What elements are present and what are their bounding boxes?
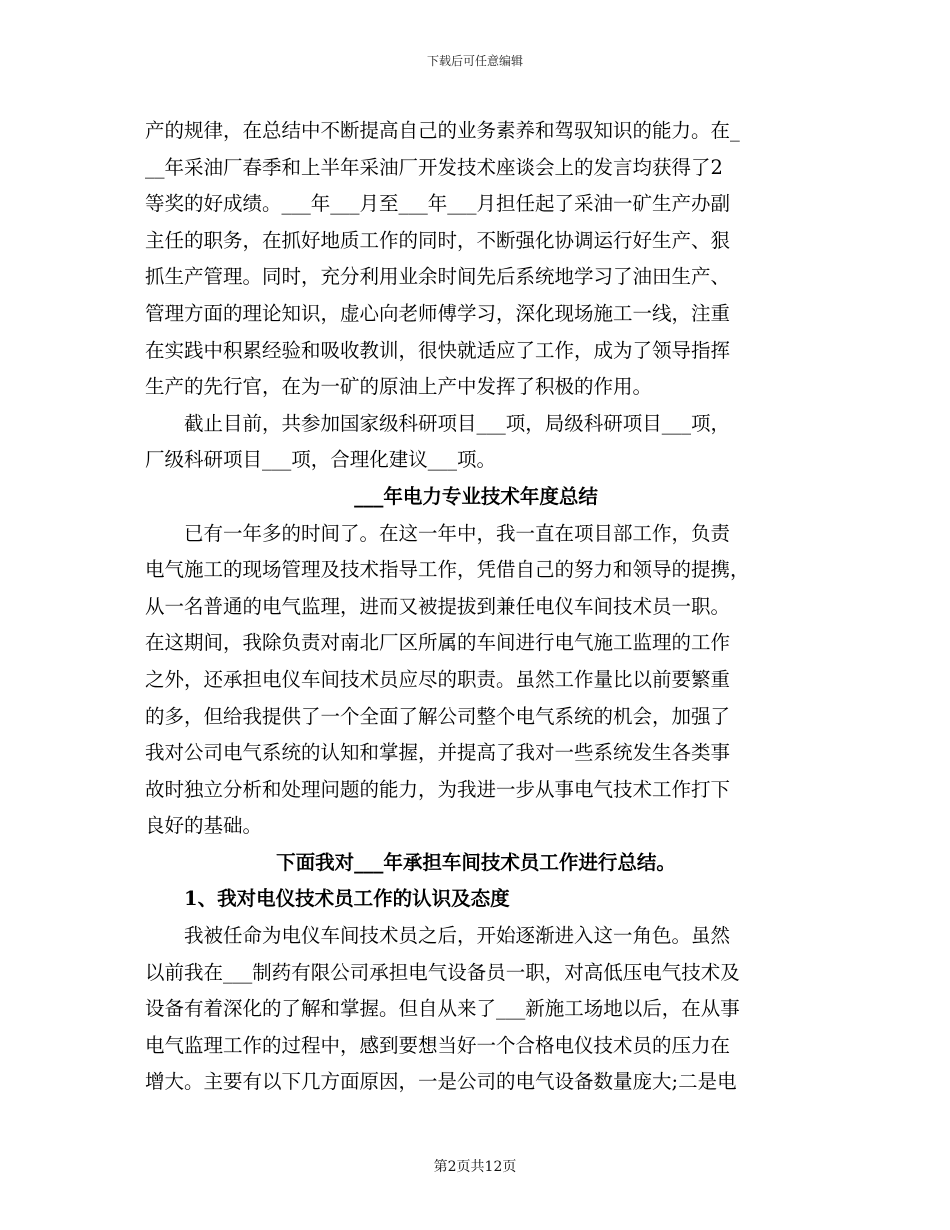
- section-heading: ___年电力专业技术年度总结: [354, 484, 598, 508]
- text-line: 抓生产管理。同时，充分利用业余时间先后系统地学习了油田生产、: [145, 265, 731, 289]
- text-line: 良好的基础。: [145, 814, 263, 838]
- subsection-heading: 1、我对电仪技术员工作的认识及态度: [184, 887, 510, 911]
- document-body: [145, 113, 807, 1101]
- text-line: 厂级科研项目___项，合理化建议___项。: [145, 448, 497, 472]
- text-line: 在实践中积累经验和吸收教训，很快就适应了工作，成为了领导指挥: [145, 338, 731, 362]
- text-line: 之外，还承担电仪车间技术员应尽的职责。虽然工作量比以前要繁重: [145, 667, 731, 691]
- text-line: 截止目前，共参加国家级科研项目___项，局级科研项目___项，: [184, 411, 731, 435]
- text-line: 从一名普通的电气监理，进而又被提拔到兼任电仪车间技术员一职。: [145, 594, 731, 618]
- text-line: 增大。主要有以下几方面原因，一是公司的电气设备数量庞大;二是电: [145, 1070, 737, 1094]
- text-line: 设备有着深化的了解和掌握。但自从来了___新施工场地以后，在从事: [145, 997, 740, 1021]
- text-line: 等奖的好成绩。___年___月至___年___月担任起了采油一矿生产办副: [145, 192, 731, 216]
- text-line: __年采油厂春季和上半年采油厂开发技术座谈会上的发言均获得了2: [145, 155, 723, 179]
- text-line: 我对公司电气系统的认知和掌握，并提高了我对一些系统发生各类事: [145, 741, 731, 765]
- text-line: 已有一年多的时间了。在这一年中，我一直在项目部工作，负责: [184, 521, 731, 545]
- text-line: 主任的职务，在抓好地质工作的同时，不断强化协调运行好生产、狠: [145, 228, 731, 252]
- text-line: 在这期间，我除负责对南北厂区所属的车间进行电气施工监理的工作: [145, 631, 731, 655]
- text-line: 电气施工的现场管理及技术指导工作，凭借自己的努力和领导的提携，: [145, 558, 750, 582]
- page-header-note: 下载后可任意编辑: [426, 54, 523, 68]
- text-line: 的多，但给我提供了一个全面了解公司整个电气系统的机会，加强了: [145, 704, 731, 728]
- text-line: 以前我在___制药有限公司承担电气设备员一职，对高低压电气技术及: [145, 960, 740, 984]
- text-line: 我被任命为电仪车间技术员之后，开始逐渐进入这一角色。虽然: [184, 924, 731, 948]
- text-line: 电气监理工作的过程中，感到要想当好一个合格电仪技术员的压力在: [145, 1033, 731, 1057]
- page-number: 第2页共12页: [433, 1159, 517, 1175]
- summary-heading: 下面我对___年承担车间技术员工作进行总结。: [276, 850, 676, 874]
- text-line: 管理方面的理论知识，虚心向老师傅学习，深化现场施工一线，注重: [145, 301, 731, 325]
- text-line: 故时独立分析和处理问题的能力，为我进一步从事电气技术工作打下: [145, 777, 731, 801]
- text-line: 生产的先行官，在为一矿的原油上产中发挥了积极的作用。: [145, 375, 653, 399]
- text-line: 产的规律，在总结中不断提高自己的业务素养和驾驭知识的能力。在_: [145, 119, 740, 142]
